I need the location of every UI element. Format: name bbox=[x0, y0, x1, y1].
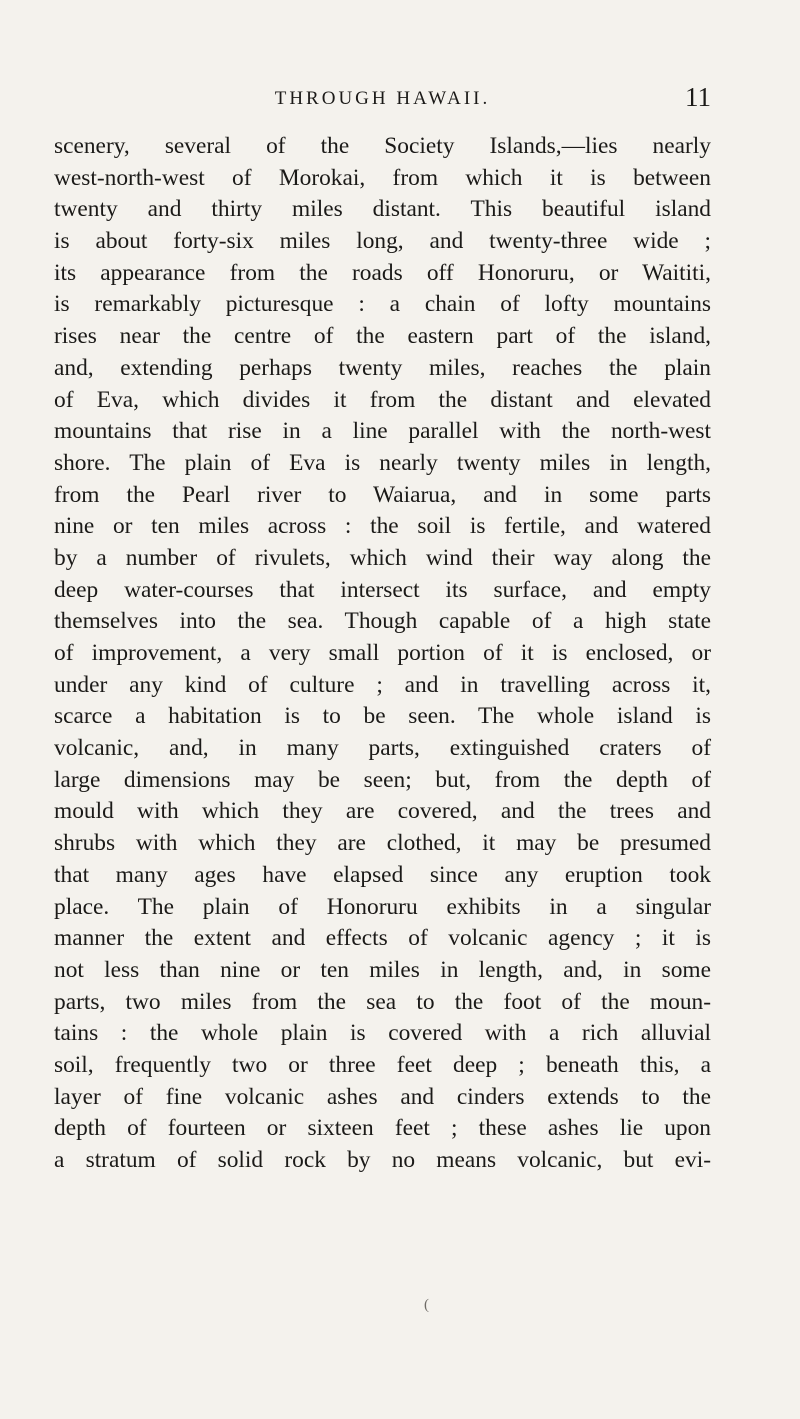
text-line: is remarkably picturesque : a chain of lofty mountains bbox=[54, 291, 711, 318]
text-line: depth of fourteen or sixteen feet ; these ashes lie upon bbox=[54, 1115, 711, 1142]
text-line: rises near the centre of the eastern part of the island, bbox=[54, 323, 711, 350]
text-line: mould with which they are covered, and the trees and bbox=[54, 798, 711, 825]
text-line: scenery, several of the Society Islands,—lies nearly bbox=[54, 133, 711, 159]
body-text bbox=[54, 131, 711, 1177]
text-line: scarce a habitation is to be seen. The whole island is bbox=[54, 703, 711, 730]
text-line: from the Pearl river to Waiarua, and in some parts bbox=[54, 481, 711, 508]
text-line: parts, two miles from the sea to the foot of the moun- bbox=[54, 988, 711, 1015]
text-line: mountains that rise in a line parallel with the north-west bbox=[54, 418, 711, 445]
page-number: 11 bbox=[685, 82, 711, 112]
running-title: THROUGH HAWAII. bbox=[274, 88, 491, 109]
running-head bbox=[54, 84, 711, 114]
text-line: is about forty-six miles long, and twenty-three wide ; bbox=[54, 228, 711, 255]
text-line: and, extending perhaps twenty miles, reaches the plain bbox=[54, 354, 711, 381]
text-line: a stratum of solid rock by no means volcanic, but evi- bbox=[54, 1147, 711, 1173]
text-line: large dimensions may be seen; but, from the depth of bbox=[54, 766, 711, 793]
footer-mark: ( bbox=[424, 1297, 429, 1313]
text-line: its appearance from the roads off Honoruru, or Waititi, bbox=[54, 259, 711, 286]
text-line: twenty and thirty miles distant. This beautiful island bbox=[54, 196, 711, 223]
text-line: place. The plain of Honoruru exhibits in a singular bbox=[54, 893, 711, 920]
text-line: nine or ten miles across : the soil is fertile, and watered bbox=[54, 513, 711, 540]
text-line: deep water-courses that intersect its surface, and empty bbox=[54, 576, 711, 603]
text-line: under any kind of culture ; and in travelling across it, bbox=[54, 671, 711, 698]
text-line: of improvement, a very small portion of it is enclosed, or bbox=[54, 640, 711, 666]
text-line: layer of fine volcanic ashes and cinders extends to the bbox=[54, 1083, 711, 1110]
text-line: volcanic, and, in many parts, extinguished craters of bbox=[54, 735, 711, 762]
text-line: shore. The plain of Eva is nearly twenty miles in length, bbox=[54, 449, 711, 476]
text-line: manner the extent and effects of volcanic agency ; it is bbox=[54, 925, 711, 952]
text-line: tains : the whole plain is covered with a rich alluvial bbox=[54, 1020, 711, 1047]
text-line: west-north-west of Morokai, from which it is between bbox=[54, 164, 711, 191]
text-line: by a number of rivulets, which wind their way along the bbox=[54, 544, 711, 571]
text-line: themselves into the sea. Though capable of a high state bbox=[54, 608, 711, 635]
text-line: soil, frequently two or three feet deep ; beneath this, a bbox=[54, 1051, 711, 1078]
text-line: shrubs with which they are clothed, it may be presumed bbox=[54, 830, 711, 857]
text-line: not less than nine or ten miles in length, and, in some bbox=[54, 956, 711, 983]
text-line: that many ages have elapsed since any eruption took bbox=[54, 861, 711, 888]
text-line: of Eva, which divides it from the distant and elevated bbox=[54, 386, 711, 413]
